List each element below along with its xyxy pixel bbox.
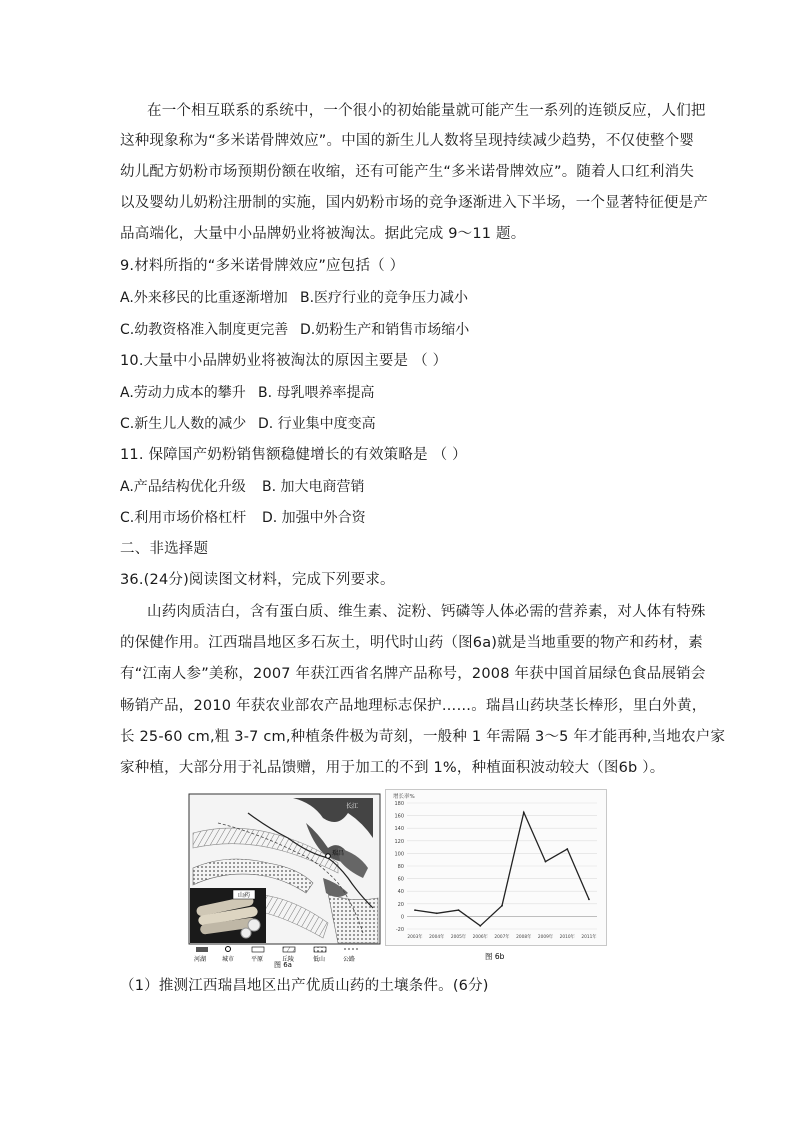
x-tick-label: 2009年 xyxy=(537,935,554,940)
legend-label: 平原 xyxy=(251,956,264,963)
data-point xyxy=(545,861,547,863)
data-point xyxy=(458,909,460,911)
ruichang-label: 瑞昌 xyxy=(332,850,345,857)
x-tick-label: 2010年 xyxy=(559,935,575,940)
x-tick-label: 2011年 xyxy=(581,935,597,940)
x-tick-label: 2006年 xyxy=(472,935,488,940)
question-stem: 9.材料所指的“多米诺骨牌效应”应包括（ ） xyxy=(120,258,405,274)
city-marker xyxy=(326,854,331,859)
section-heading: 二、非选择题 xyxy=(120,541,209,557)
y-tick-label: 0 xyxy=(400,914,404,921)
shanyao-label: 山药 xyxy=(238,892,251,899)
x-tick-label: 2003年 xyxy=(407,935,423,940)
legend-label: 河湖 xyxy=(194,956,207,963)
option-b: B. 加大电商营销 xyxy=(262,479,365,495)
x-tick-label: 2007年 xyxy=(494,935,510,940)
y-tick-label: 180 xyxy=(394,801,404,807)
question-36-stem: 36.(24分)阅读图文材料，完成下列要求。 xyxy=(120,572,395,588)
option-b: B. 母乳喂养率提高 xyxy=(258,385,375,401)
option-b: B.医疗行业的竞争压力减小 xyxy=(300,290,469,306)
option-d: D. 加强中外合资 xyxy=(262,510,366,526)
legend-label: 城市 xyxy=(222,956,235,963)
figure-6b-chart xyxy=(385,789,607,969)
option-c: C.利用市场价格杠杆 xyxy=(120,510,247,526)
figure-6b-caption: 图 6b xyxy=(485,952,505,961)
question-36-1: （1）推测江西瑞昌地区出产优质山药的土壤条件。(6分) xyxy=(120,978,489,994)
y-tick-label: 20 xyxy=(397,901,404,908)
passage-line: 的保健作用。江西瑞昌地区多石灰土，明代时山药（图6a)就是当地重要的物产和药材，素 xyxy=(120,635,703,651)
passage-line: 幼儿配方奶粉市场预期份额在收缩，还有可能产生“多米诺骨牌效应”。随着人口红利消失 xyxy=(120,164,695,180)
passage-line: 以及婴幼儿奶粉注册制的实施，国内奶粉市场的竞争逐渐进入下半场，一个显著特征便是产 xyxy=(120,195,708,211)
y-tick-label: -20 xyxy=(395,927,404,933)
y-tick-label: 80 xyxy=(397,864,404,870)
passage-line: 畅销产品，2010 年获农业部农产品地理标志保护……。瑞昌山药块茎长棒形，里白外黄， xyxy=(120,698,707,714)
changjiang-label: 长江 xyxy=(346,803,359,810)
x-tick-labels xyxy=(407,933,597,940)
passage-line: 在一个相互联系的系统中，一个很小的初始能量就可能产生一系列的连锁反应，人们把 xyxy=(147,103,706,119)
legend-label: 低山 xyxy=(313,956,326,963)
x-tick-label: 2004年 xyxy=(429,935,445,940)
data-point xyxy=(523,812,525,814)
data-point xyxy=(436,912,438,914)
passage-line: 家种植，大部分用于礼品馈赠，用于加工的不到 1%，种植面积波动较大（图6b ）。 xyxy=(120,760,665,776)
y-tick-label: 120 xyxy=(394,838,404,845)
passage-line: 长 25-60 cm,粗 3-7 cm,种植条件极为苛刻，一般种 1 年需隔 3～5 年才能再种,当地农户家 xyxy=(120,729,726,745)
y-tick-label: 140 xyxy=(394,826,404,833)
question-stem: 11. 保障国产奶粉销售额稳健增长的有效策略是 （ ） xyxy=(120,447,467,463)
data-point xyxy=(501,905,503,907)
figure-6a-caption: 图 6a xyxy=(274,961,292,968)
passage-line: 山药肉质洁白，含有蛋白质、维生素、淀粉、钙磷等人体必需的营养素，对人体有特殊 xyxy=(147,604,706,620)
option-d: D.奶粉生产和销售市场缩小 xyxy=(300,322,470,338)
data-point xyxy=(414,909,416,911)
y-tick-label: 60 xyxy=(397,876,404,883)
legend-label: 丘陵 xyxy=(282,956,295,963)
y-tick-label: 40 xyxy=(397,889,404,896)
figure-6a-map xyxy=(188,793,381,968)
passage-line: 品高端化，大量中小品牌奶业将被淘汰。据此完成 9～11 题。 xyxy=(120,226,526,242)
data-point xyxy=(479,925,481,927)
legend-label: 公路 xyxy=(343,956,356,963)
y-axis-label: 增长率% xyxy=(393,794,415,800)
passage-line: 有“江南人参”美称，2007 年获江西省名牌产品称号，2008 年获中国首届绿色食品展销会 xyxy=(120,666,706,682)
chart-frame xyxy=(386,790,607,946)
passage-line: 这种现象称为“多米诺骨牌效应”。中国的新生儿人数将呈现持续减少趋势，不仅使整个婴 xyxy=(120,133,695,149)
y-tick-label: 100 xyxy=(394,851,404,858)
option-c: C.新生儿人数的减少 xyxy=(120,416,247,432)
y-tick-label: 160 xyxy=(394,813,404,820)
x-tick-label: 2008年 xyxy=(516,935,532,940)
data-point xyxy=(566,848,568,850)
x-tick-label: 2005年 xyxy=(450,935,467,940)
data-point xyxy=(588,898,590,900)
option-d: D. 行业集中度变高 xyxy=(258,416,376,432)
question-stem: 10.大量中小品牌奶业将被淘汰的原因主要是 （ ） xyxy=(120,353,448,369)
option-a: A.劳动力成本的攀升 xyxy=(120,385,246,401)
option-a: A.外来移民的比重逐渐增加 xyxy=(120,290,288,306)
option-a: A.产品结构优化升级 xyxy=(120,479,246,495)
option-c: C.幼教资格准入制度更完善 xyxy=(120,322,289,338)
